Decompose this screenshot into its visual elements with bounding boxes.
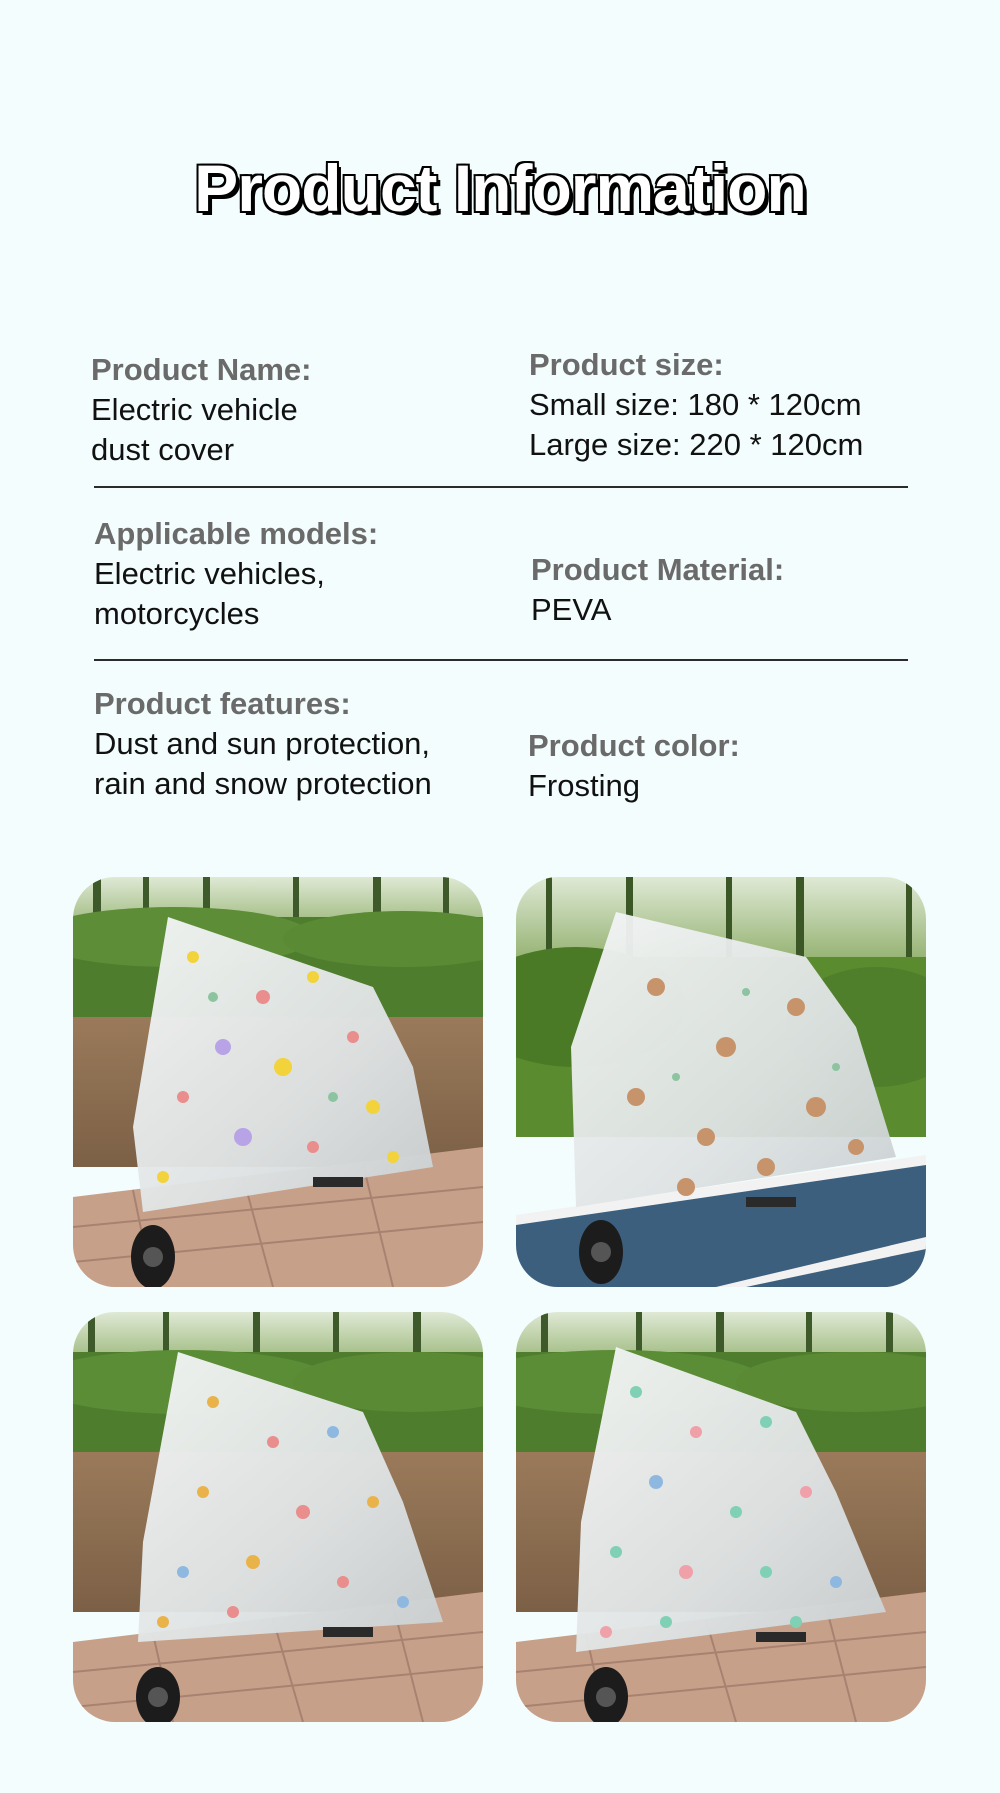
- spec-applicable-models: [94, 514, 378, 634]
- spec-value: Small size: 180 * 120cm: [529, 387, 862, 422]
- spec-label: Applicable models:: [94, 516, 379, 551]
- spec-value: rain and snow protection: [94, 766, 432, 801]
- product-photo-bear-cover: [516, 877, 926, 1287]
- spec-value: Dust and sun protection,: [94, 726, 431, 761]
- spec-value: Electric vehicles,: [94, 556, 325, 591]
- spec-label: Product features:: [94, 686, 351, 721]
- spec-product-size: [529, 345, 863, 465]
- spec-value: Electric vehicle: [91, 392, 298, 427]
- spec-value: PEVA: [531, 592, 612, 627]
- spec-product-name: [91, 350, 311, 470]
- divider: [94, 486, 908, 488]
- spec-label: Product Material:: [531, 552, 785, 587]
- page-title: Product Information: [194, 151, 806, 225]
- spec-label: Product size:: [529, 347, 724, 382]
- spec-value: Frosting: [528, 768, 640, 803]
- spec-product-material: [531, 550, 784, 630]
- spec-product-color: [528, 726, 740, 806]
- product-photo-confetti-cover: [516, 1312, 926, 1722]
- product-photo-dot-cover: [73, 1312, 483, 1722]
- spec-value: Large size: 220 * 120cm: [529, 427, 864, 462]
- spec-value: dust cover: [91, 432, 235, 467]
- divider: [94, 659, 908, 661]
- spec-label: Product Name:: [91, 352, 312, 387]
- spec-value: motorcycles: [94, 596, 260, 631]
- spec-label: Product color:: [528, 728, 740, 763]
- spec-product-features: [94, 684, 432, 804]
- product-photo-flower-cover: [73, 877, 483, 1287]
